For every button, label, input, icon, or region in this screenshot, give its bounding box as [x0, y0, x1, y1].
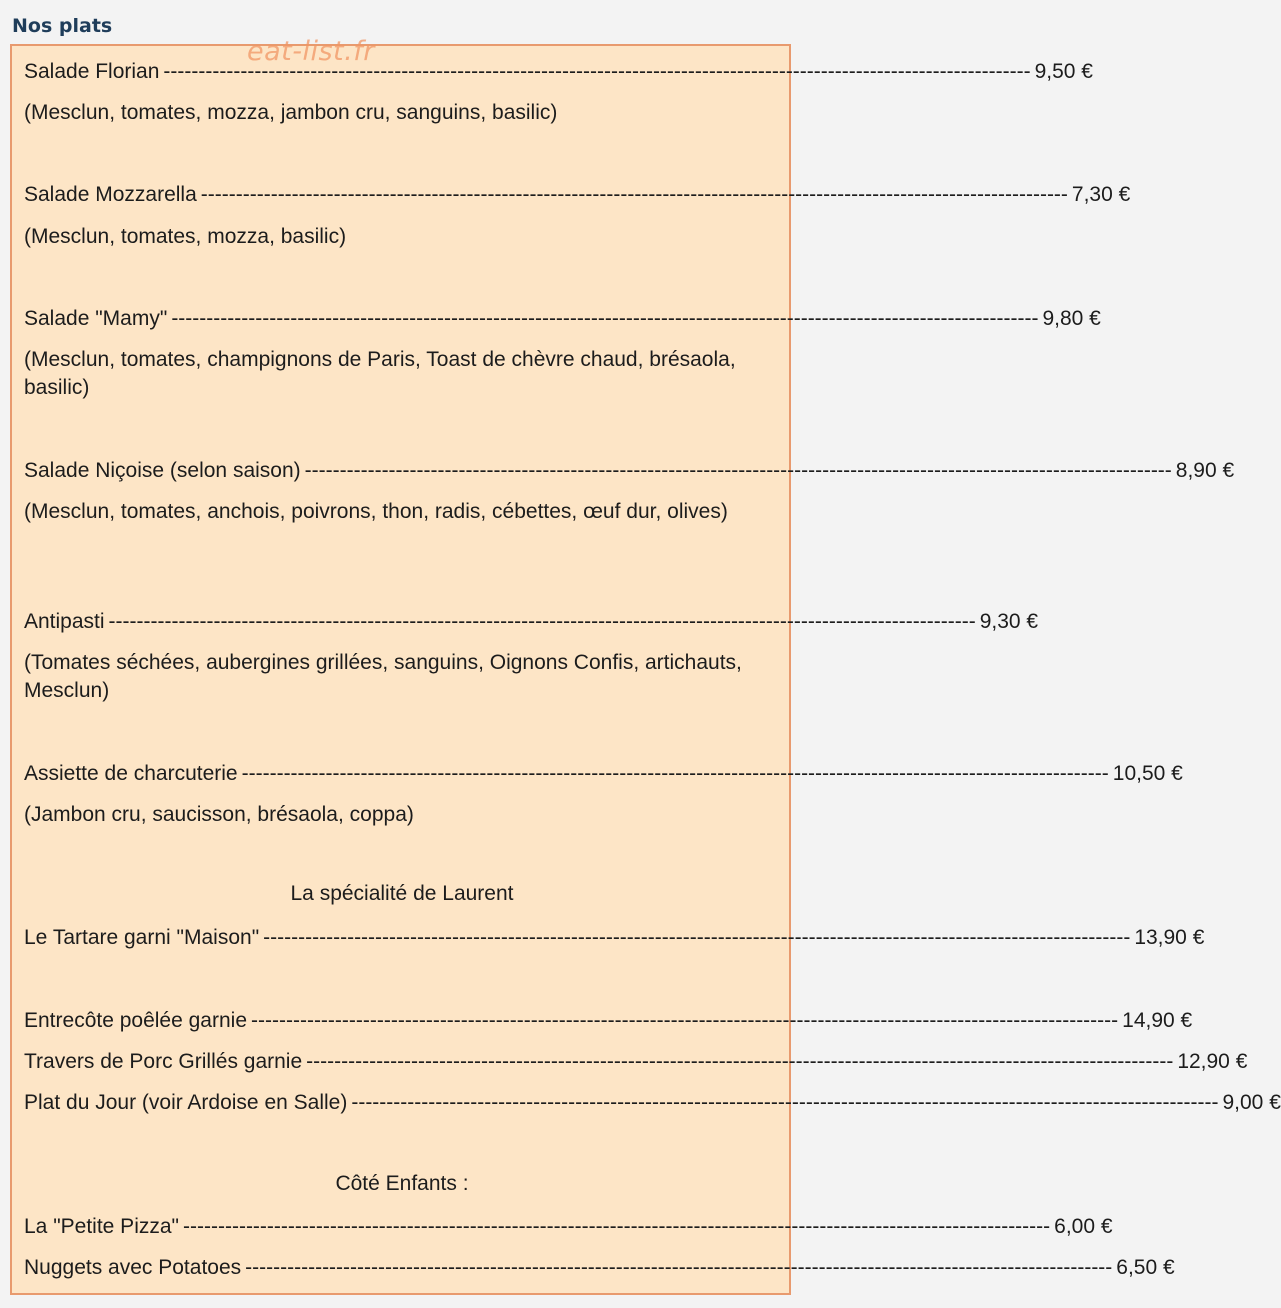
section-title: Nos plats	[12, 15, 113, 37]
item-price: 9,30 €	[979, 610, 1039, 633]
dot-leader: ----------------------------------------------------------------------------------------------------------------------------	[171, 307, 1039, 330]
item-price: 9,50 €	[1034, 60, 1093, 83]
menu-item-entrecote	[24, 1007, 1193, 1035]
item-name: La "Petite Pizza"	[24, 1215, 179, 1238]
item-description: (Mesclun, tomates, mozza, jambon cru, sanguins, basilic)	[24, 101, 558, 124]
dot-leader: ----------------------------------------------------------------------------------------------------------------------------	[241, 762, 1109, 785]
dot-leader: ----------------------------------------------------------------------------------------------------------------------------	[304, 459, 1172, 482]
watermark: eat-list.fr	[247, 36, 375, 67]
item-name: Salade Niçoise (selon saison)	[24, 459, 301, 482]
dot-leader: ----------------------------------------------------------------------------------------------------------------------------	[351, 1091, 1219, 1114]
menu-item-salade-florian	[24, 58, 1093, 86]
item-description: (Jambon cru, saucisson, brésaola, coppa)	[24, 803, 414, 826]
specialite-heading: La spécialité de Laurent	[290, 882, 514, 905]
menu-item-antipasti	[24, 608, 1039, 636]
dot-leader: ----------------------------------------------------------------------------------------------------------------------------	[263, 926, 1131, 949]
menu-item-salade-mozzarella	[24, 181, 1131, 209]
item-name: Nuggets avec Potatoes	[24, 1256, 242, 1279]
item-description: (Mesclun, tomates, champignons de Paris, Toast de chèvre chaud, brésaola, basilic)	[24, 348, 736, 399]
menu-item-nuggets	[24, 1254, 1175, 1282]
item-description: (Tomates séchées, aubergines grillées, sanguins, Oignons Confis, artichauts, Mesclun)	[24, 651, 742, 702]
menu-item-travers-porc	[24, 1048, 1248, 1076]
item-price: 13,90 €	[1134, 926, 1205, 949]
item-name: Travers de Porc Grillés garnie	[24, 1050, 303, 1073]
item-name: Salade Mozzarella	[24, 183, 197, 206]
item-price: 7,30 €	[1071, 183, 1131, 206]
item-price: 9,80 €	[1042, 307, 1101, 330]
item-price: 14,90 €	[1122, 1009, 1193, 1032]
item-name: Entrecôte poêlée garnie	[24, 1009, 247, 1032]
item-price: 10,50 €	[1112, 762, 1183, 785]
item-price: 9,00 €	[1222, 1091, 1281, 1114]
item-price: 8,90 €	[1175, 459, 1235, 482]
menu-item-assiette-charcuterie	[24, 760, 1183, 788]
dot-leader: ----------------------------------------------------------------------------------------------------------------------------	[183, 1215, 1051, 1238]
item-name: Antipasti	[24, 610, 105, 633]
dot-leader: ----------------------------------------------------------------------------------------------------------------------------	[251, 1009, 1119, 1032]
dot-leader: ----------------------------------------------------------------------------------------------------------------------------	[163, 60, 1031, 83]
item-price: 6,50 €	[1116, 1256, 1175, 1279]
item-name: Salade Florian	[24, 60, 160, 83]
item-price: 6,00 €	[1054, 1215, 1113, 1238]
item-name: Assiette de charcuterie	[24, 762, 238, 785]
dot-leader: ----------------------------------------------------------------------------------------------------------------------------	[245, 1256, 1113, 1279]
menu-item-plat-du-jour	[24, 1089, 1281, 1117]
item-description: (Mesclun, tomates, anchois, poivrons, thon, radis, cébettes, œuf dur, olives)	[24, 500, 728, 523]
menu-item-tartare	[24, 924, 1205, 952]
item-name: Salade "Mamy"	[24, 307, 168, 330]
dot-leader: ----------------------------------------------------------------------------------------------------------------------------	[200, 183, 1068, 206]
item-description: (Mesclun, tomates, mozza, basilic)	[24, 225, 347, 248]
item-name: Plat du Jour (voir Ardoise en Salle)	[24, 1091, 348, 1114]
dot-leader: ----------------------------------------------------------------------------------------------------------------------------	[306, 1050, 1174, 1073]
menu-item-salade-nicoise	[24, 457, 1235, 485]
item-price: 12,90 €	[1177, 1050, 1248, 1073]
enfants-heading: Côté Enfants :	[335, 1172, 469, 1195]
menu-item-petite-pizza	[24, 1213, 1113, 1241]
dot-leader: ----------------------------------------------------------------------------------------------------------------------------	[108, 610, 976, 633]
menu-item-salade-mamy	[24, 305, 1101, 333]
item-name: Le Tartare garni "Maison"	[24, 926, 260, 949]
